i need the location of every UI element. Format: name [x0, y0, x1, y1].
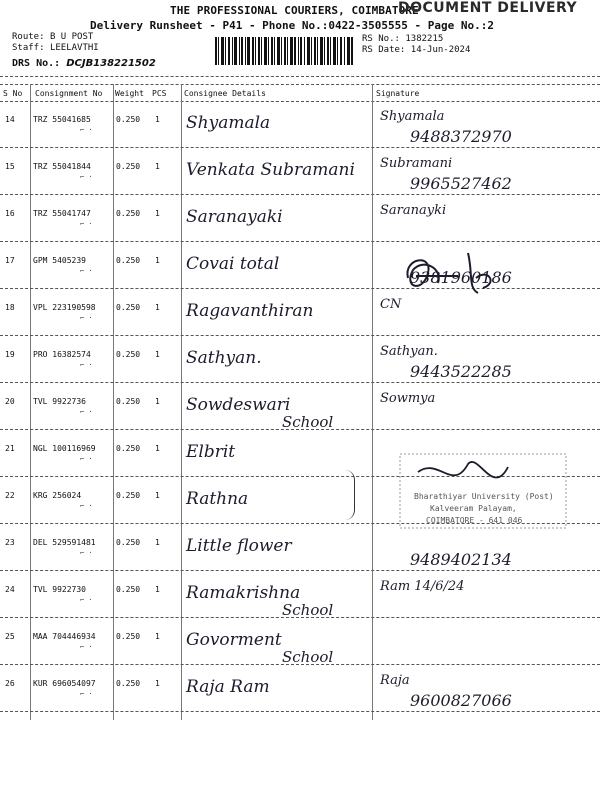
signature: CN	[380, 297, 402, 312]
tick-mark-icon: ⌐ ·	[80, 408, 93, 416]
row-pcs: 1	[155, 585, 160, 594]
row-consignment-no: KUR 696054097	[33, 679, 96, 688]
row-consignment-no: TVL 9922736	[33, 397, 86, 406]
tick-mark-icon: ⌐ ·	[80, 220, 93, 228]
table-row	[0, 571, 600, 618]
rs-no-value: 1382215	[405, 34, 444, 44]
document-delivery-stamp: DOCUMENT DELIVERY	[398, 0, 578, 16]
table-row	[0, 289, 600, 336]
consignee-name: Sathyan.	[186, 348, 262, 368]
tick-mark-icon: ⌐ ·	[80, 502, 93, 510]
staff-value: LEELAVTHI	[49, 43, 99, 53]
row-weight: 0.250	[116, 115, 141, 124]
row-pcs: 1	[155, 256, 160, 265]
seal-line-1: Bharathiyar University (Post)	[414, 492, 554, 501]
consignee-name: Raja Ram	[186, 677, 270, 697]
staff-label: Staff:	[12, 43, 45, 53]
signature: Ram 14/6/24	[380, 579, 465, 594]
consignee-name: Ramakrishna	[186, 583, 301, 603]
tick-mark-icon: ⌐ ·	[80, 643, 93, 651]
row-pcs: 1	[155, 632, 160, 641]
row-weight: 0.250	[116, 538, 141, 547]
table-row	[0, 148, 600, 195]
signature: Saranayki	[380, 203, 447, 218]
signature-phone: 9443522285	[410, 362, 512, 381]
signature-phone: 9381960186	[410, 268, 512, 287]
table-row	[0, 665, 600, 712]
row-weight: 0.250	[116, 350, 141, 359]
barcode-icon	[215, 37, 355, 65]
drs-value: DCJB138221502	[66, 58, 156, 69]
table-row	[0, 383, 600, 430]
row-weight: 0.250	[116, 444, 141, 453]
rs-date-label: RS Date:	[362, 45, 406, 55]
signature: Sowmya	[380, 391, 436, 406]
consignee-name: Elbrit	[186, 442, 236, 462]
signature: Subramani	[380, 156, 453, 171]
col-pcs: PCS	[152, 89, 167, 98]
table-row	[0, 336, 600, 383]
row-weight: 0.250	[116, 303, 141, 312]
tick-mark-icon: ⌐ ·	[80, 549, 93, 557]
row-sno: 16	[5, 209, 15, 218]
row-consignment-no: TRZ 55041844	[33, 162, 91, 171]
seal-line-3: COIMBATORE - 641 046	[426, 516, 523, 525]
tick-mark-icon: ⌐ ·	[80, 173, 93, 181]
tick-mark-icon: ⌐ ·	[80, 314, 93, 322]
row-consignment-no: NGL 100116969	[33, 444, 96, 453]
row-pcs: 1	[155, 444, 160, 453]
signature-scribble-icon	[398, 248, 508, 298]
route-value: B U POST	[49, 32, 94, 42]
row-pcs: 1	[155, 209, 160, 218]
drs-line	[12, 58, 156, 69]
row-weight: 0.250	[116, 632, 141, 641]
seal-line-2: Kalveeram Palayam,	[430, 504, 517, 513]
row-pcs: 1	[155, 115, 160, 124]
tick-mark-icon: ⌐ ·	[80, 126, 93, 134]
route-label: Route:	[12, 32, 45, 42]
consignee-name: Govorment	[186, 630, 282, 650]
consignee-name: Shyamala	[186, 113, 271, 133]
consignee-name: Covai total	[186, 254, 280, 274]
row-sno: 26	[5, 679, 15, 688]
signature-phone: 9489402134	[410, 550, 512, 569]
row-pcs: 1	[155, 491, 160, 500]
consignee-name-line-2: School	[282, 601, 334, 619]
signature-phone: 9965527462	[410, 174, 512, 193]
consignee-name: Saranayaki	[186, 207, 283, 227]
header-divider	[0, 76, 600, 77]
rs-no-label: RS No.:	[362, 34, 400, 44]
row-consignment-no: PRO 16382574	[33, 350, 91, 359]
table-row	[0, 242, 600, 289]
consignee-name: Venkata Subramani	[186, 160, 355, 180]
company-name: THE PROFESSIONAL COURIERS, COIMBATORE	[170, 4, 419, 17]
header-divider	[0, 84, 600, 85]
table-row	[0, 195, 600, 242]
rs-no-line	[362, 34, 443, 44]
row-sno: 21	[5, 444, 15, 453]
consignee-name-line-2: School	[282, 413, 334, 431]
row-sno: 15	[5, 162, 15, 171]
signature: Raja	[380, 673, 410, 688]
signature: Sathyan.	[380, 344, 438, 359]
row-pcs: 1	[155, 162, 160, 171]
row-weight: 0.250	[116, 491, 141, 500]
row-sno: 24	[5, 585, 15, 594]
row-divider	[0, 711, 600, 712]
row-sno: 22	[5, 491, 15, 500]
rs-date-value: 14-Jun-2024	[410, 45, 471, 55]
row-sno: 19	[5, 350, 15, 359]
col-consignment: Consignment No	[35, 89, 103, 98]
consignee-name: Little flower	[186, 536, 292, 556]
rs-date-line	[362, 45, 470, 55]
row-weight: 0.250	[116, 256, 141, 265]
tick-mark-icon: ⌐ ·	[80, 267, 93, 275]
row-consignment-no: TVL 9922730	[33, 585, 86, 594]
consignee-name-line-2: School	[282, 648, 334, 666]
consignee-name: Sowdeswari	[186, 395, 291, 415]
table-row	[0, 524, 600, 571]
row-pcs: 1	[155, 350, 160, 359]
runsheet-title: Delivery Runsheet - P41 - Phone No.:0422-3505555 - Page No.:2	[90, 19, 494, 32]
tick-mark-icon: ⌐ ·	[80, 690, 93, 698]
row-pcs: 1	[155, 303, 160, 312]
row-sno: 14	[5, 115, 15, 124]
row-sno: 17	[5, 256, 15, 265]
row-consignment-no: KRG 256024	[33, 491, 82, 500]
row-weight: 0.250	[116, 679, 141, 688]
col-weight: Weight	[115, 89, 144, 98]
row-consignment-no: MAA 704446934	[33, 632, 96, 641]
col-signature: Signature	[376, 89, 420, 98]
row-pcs: 1	[155, 679, 160, 688]
tick-mark-icon: ⌐ ·	[80, 455, 93, 463]
row-sno: 18	[5, 303, 15, 312]
col-sno: S No	[3, 89, 23, 98]
row-pcs: 1	[155, 538, 160, 547]
brace-mark	[340, 470, 355, 520]
row-sno: 23	[5, 538, 15, 547]
route-line	[12, 32, 93, 42]
consignee-name: Ragavanthiran	[186, 301, 314, 321]
tick-mark-icon: ⌐ ·	[80, 361, 93, 369]
staff-line	[12, 43, 99, 53]
row-weight: 0.250	[116, 162, 141, 171]
drs-label: DRS No.:	[12, 58, 61, 69]
row-weight: 0.250	[116, 209, 141, 218]
row-consignment-no: TRZ 55041747	[33, 209, 91, 218]
table-row	[0, 101, 600, 148]
row-consignment-no: DEL 529591481	[33, 538, 96, 547]
table-row	[0, 618, 600, 665]
row-sno: 25	[5, 632, 15, 641]
tick-mark-icon: ⌐ ·	[80, 596, 93, 604]
row-sno: 20	[5, 397, 15, 406]
row-weight: 0.250	[116, 397, 141, 406]
signature: Shyamala	[380, 109, 445, 124]
row-weight: 0.250	[116, 585, 141, 594]
consignee-name: Rathna	[186, 489, 249, 509]
row-consignment-no: TRZ 55041685	[33, 115, 91, 124]
signature-phone: 9488372970	[410, 127, 512, 146]
row-consignment-no: GPM 5405239	[33, 256, 86, 265]
signature-phone: 9600827066	[410, 691, 512, 710]
row-consignment-no: VPL 223190598	[33, 303, 96, 312]
col-consignee: Consignee Details	[184, 89, 266, 98]
row-pcs: 1	[155, 397, 160, 406]
